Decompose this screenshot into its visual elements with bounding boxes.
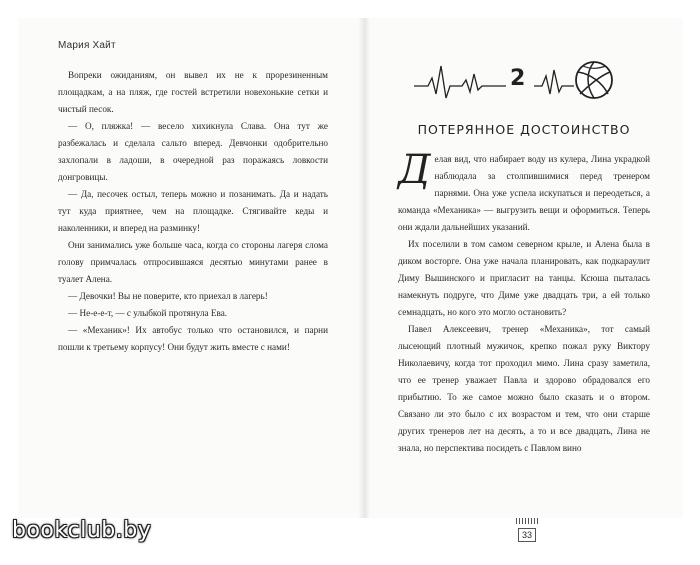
- right-page: [398, 40, 650, 510]
- chapter-title: ПОТЕРЯННОЕ ДОСТОИНСТВО: [417, 122, 631, 137]
- paragraph: — «Механик»! Их автобус только что остановился, и парни пошли к третьему корпусу! Они будут жить вместе с нами!: [58, 325, 328, 352]
- drop-cap: Д: [398, 147, 431, 193]
- volleyball-icon: [574, 60, 614, 100]
- paragraph: — О, пляжка! — весело хихикнула Слава. Она тут же разбежалась и сделала сальто вперед. Девчонки одобрительно захлопали в ладоши, в очередной раз поражаясь ловкости донгровицы.: [58, 121, 328, 182]
- watermark: bookclub.by: [12, 518, 152, 543]
- paragraph: Они занимались уже больше часа, когда со стороны лагеря слома голову примчалась отпросившаяся десятью минутами ранее в туалет Алена.: [58, 240, 328, 284]
- paragraph: — Девочки! Вы не поверите, кто приехал в лагерь!: [68, 291, 268, 301]
- page-number: [514, 518, 540, 543]
- paragraph-text: елая вид, что набирает воду из кулера, Лина украдкой наблюдала за столпившимися перед тренером парнями. Она уже успела искупаться и переодеться, а команда «Механика» — выгрузить вещи и оформиться. Теперь они ждали дальнейших указаний.: [398, 154, 650, 232]
- paragraph: — Не-е-е-т, — с улыбкой протянула Ева.: [68, 308, 228, 318]
- chapter-number: 2: [510, 66, 526, 91]
- paragraph: Их поселили в том самом северном крыле, и Алена была в диком восторге. Она уже начала планировать, как подкараулит Диму Вышинского и пригласит на танцы. Ксюша пыталась намекнуть подруге, что Диме уже двадцать три, а ей только семнадцать, но кого это могло остановить?: [398, 239, 650, 317]
- right-page-text: [398, 147, 650, 457]
- running-head-author: Мария Хайт: [58, 40, 116, 51]
- left-page: [58, 40, 328, 510]
- paragraph: — Да, песочек остыл, теперь можно и позанимать. Да и надать тут куда приятнее, чем на площадке. Стягивайте кеды и наколенники, и вперед на разминку!: [58, 189, 328, 233]
- left-page-text: [58, 67, 328, 356]
- page-number-label: 33: [518, 528, 536, 542]
- book-gutter: [358, 18, 370, 518]
- paragraph: Вопреки ожиданиям, он вывел их не к прорезиненным площадкам, а на пляж, где гостей встретили новехонькие сетки и чистый песок.: [58, 70, 328, 114]
- chapter-header: [398, 40, 650, 114]
- heartbeat-line-icon: [414, 62, 506, 102]
- heartbeat-line-icon: [534, 62, 574, 102]
- page-number-decoration: [516, 518, 538, 524]
- first-paragraph: [398, 147, 650, 236]
- paragraph: Павел Алексеевич, тренер «Механика», тот самый лысеющий плотный мужичок, крепко пожал руку Виктору Николаевичу, когда тот проходил мимо. Лина сразу заметила, что ее тренер уважает Павла и здорово обрадовался его прибытию. То же самое можно было сказать и о втором. Связано ли это было с их возрастом и тем, что они старше других тренеров лет на десять, а то и все двадцать, Лина не знала, но перспектива посидеть с Павлом вино: [398, 324, 650, 453]
